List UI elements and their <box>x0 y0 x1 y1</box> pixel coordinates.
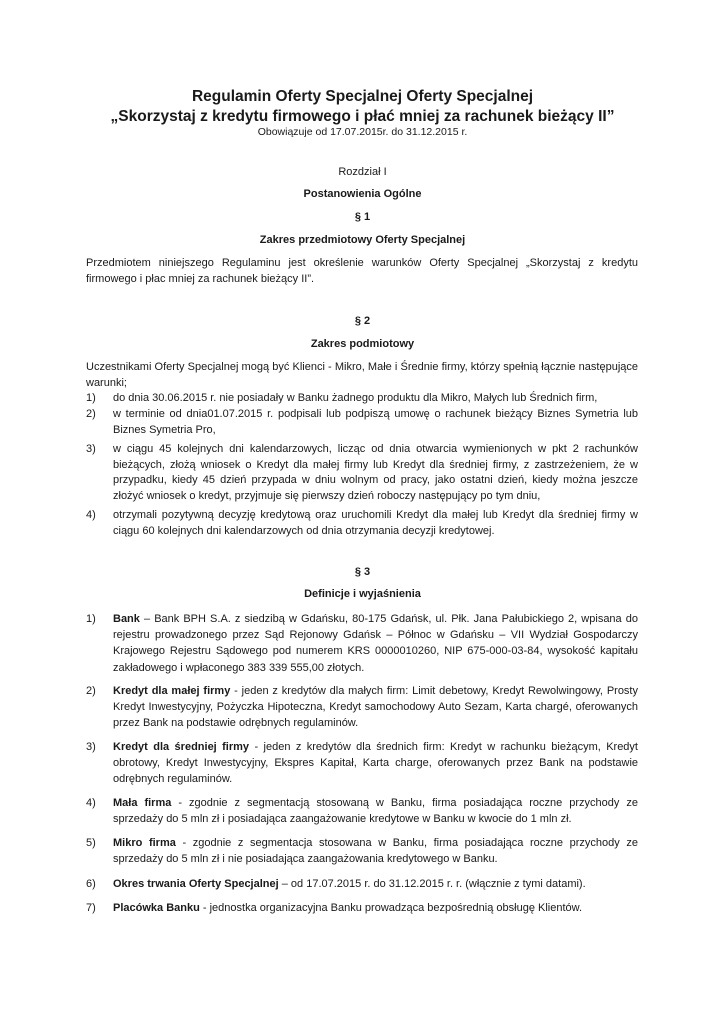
item-number: 3) <box>86 443 96 455</box>
section-3-title: Definicje i wyjaśnienia <box>304 588 421 600</box>
definition-text <box>113 900 638 916</box>
item-number: 7) <box>86 902 96 914</box>
definition-text <box>113 611 638 676</box>
definition-item <box>86 683 638 732</box>
definition-term: Bank <box>113 613 140 625</box>
definition-body: - jeden z kredytów dla małych firm: Limit debetowy, Kredyt Rewolwingowy, Prosty Kredyt Inwestycyjny, Pożyczka Hipoteczna, Kredyt samochodowy Auto Sezam, Karta chargé, oferowanych przez Bank na podstawie odrębnych regulaminów. <box>113 685 638 730</box>
definition-term: Kredyt dla małej firmy <box>113 685 231 697</box>
section-2-intro: Uczestnikami Oferty Specjalnej mogą być Klienci - Mikro, Małe i Średnie firmy, którzy spełnią łącznie następujące warunki; <box>86 361 638 389</box>
definition-term: Placówka Banku <box>113 902 200 914</box>
item-text: do dnia 30.06.2015 r. nie posiadały w Banku żadnego produktu dla Mikro, Małych lub Średnich firm, <box>113 392 598 404</box>
item-text: otrzymali pozytywną decyzję kredytową oraz uruchomili Kredyt dla małej lub Kredyt dla średniej firmy w ciągu 60 kolejnych dni kalendarzowych od dnia otrzymania decyzji kredytowej. <box>113 509 638 537</box>
item-number: 4) <box>86 797 96 809</box>
chapter-label: Rozdział I <box>338 166 387 178</box>
definition-body: - zgodnie z segmentacją stosowaną w Banku, firma posiadająca roczne przychody ze sprzedaży do 5 mln zł i posiadająca zaangażowanie kredytowe w Banku w kwocie do 1 mln zł. <box>113 797 638 826</box>
section-2-item <box>86 508 638 539</box>
definition-body: - jeden z kredytów dla średnich firm: Kredyt w rachunku bieżącym, Kredyt obrotowy, Kredyt Inwestycyjny, Ekspres Kapitał, Karta charge, oferowanych przez Bank na podstawie odrębnych regulaminów. <box>113 741 638 786</box>
definition-item <box>86 835 638 867</box>
section-2-item <box>86 442 638 505</box>
definition-text <box>113 683 638 732</box>
chapter-title: Postanowienia Ogólne <box>303 188 422 200</box>
definition-item <box>86 739 638 788</box>
definition-term: Mikro firma <box>113 837 176 849</box>
definition-body: – Bank BPH S.A. z siedzibą w Gdańsku, 80-175 Gdańsk, ul. Płk. Jana Pałubickiego 2, wpisana do rejestru prowadzonego przez Sąd Rejonowy Gdańsk – Północ w Gdańsku – VII Wydział Gospodarczy Krajowego Rejestru Sądowego pod numerem KRS 0000010260, NIP 675-000-03-84, wysokość kapitału zakładowego i wpłaconego 383 339 555,00 złotych. <box>113 613 638 674</box>
item-text: w terminie od dnia01.07.2015 r. podpisali lub podpiszą umowę o rachunek bieżący Biznes Symetria lub Biznes Symetria Pro, <box>113 408 638 436</box>
validity-date: Obowiązuje od 17.07.2015r. do 31.12.2015 r. <box>257 126 468 138</box>
definition-term: Okres trwania Oferty Specjalnej <box>113 878 279 890</box>
section-1-text: Przedmiotem niniejszego Regulaminu jest określenie warunków Oferty Specjalnej „Skorzystaj z kredytu firmowego i płac mniej za rachunek bieżący II”. <box>86 257 638 285</box>
definition-item <box>86 876 638 892</box>
item-number: 2) <box>86 685 96 697</box>
section-3-mark: § 3 <box>354 566 371 578</box>
item-number: 1) <box>86 613 96 625</box>
item-number: 1) <box>86 392 96 404</box>
definition-body: - zgodnie z segmentacja stosowana w Banku, firma posiadająca roczne przychody ze sprzedaży do 5 mln zł i nie posiadająca zaangażowania kredytowego w Banku. <box>113 837 638 866</box>
document-title-line2: „Skorzystaj z kredytu firmowego i płać mniej za rachunek bieżący II” <box>110 108 615 125</box>
definition-text <box>113 835 638 867</box>
section-2-item <box>86 391 638 407</box>
item-text: w ciągu 45 kolejnych dni kalendarzowych, licząc od dnia otwarcia wymienionych w pkt 2 rachunków bieżących, złożą wniosek o Kredyt dla małej firmy lub Kredyt dla średniej firmy, z zastrzeżeniem, że w przypadku, kiedy 45 dzień przypada w dniu wolnym od pracy, jako ostatni dzień, kiedy można jeszcze złożyć wniosek o kredyt, przyjmuje się pierwszy dzień roboczy następujący po tym dniu, <box>113 443 638 503</box>
definition-text <box>113 795 638 827</box>
definition-item <box>86 795 638 827</box>
definition-term: Kredyt dla średniej firmy <box>113 741 250 753</box>
definition-term: Mała firma <box>113 797 172 809</box>
item-number: 3) <box>86 741 96 753</box>
definition-text <box>113 739 638 788</box>
section-2-title: Zakres podmiotowy <box>310 338 415 350</box>
definition-item <box>86 611 638 676</box>
section-1-title: Zakres przedmiotowy Oferty Specjalnej <box>259 234 466 246</box>
section-2-item <box>86 407 638 438</box>
item-number: 2) <box>86 408 96 420</box>
section-1-mark: § 1 <box>354 211 371 223</box>
item-number: 6) <box>86 878 96 890</box>
definition-item <box>86 900 638 916</box>
item-number: 5) <box>86 837 96 849</box>
definition-body: – od 17.07.2015 r. do 31.12.2015 r. r. (włącznie z tymi datami). <box>278 878 586 890</box>
section-2-mark: § 2 <box>354 315 371 327</box>
item-number: 4) <box>86 509 96 521</box>
definition-body: - jednostka organizacyjna Banku prowadząca bezpośrednią obsługę Klientów. <box>199 902 583 914</box>
document-title-line1: Regulamin Oferty Specjalnej Oferty Specjalnej <box>191 88 534 105</box>
definition-text <box>113 876 638 892</box>
